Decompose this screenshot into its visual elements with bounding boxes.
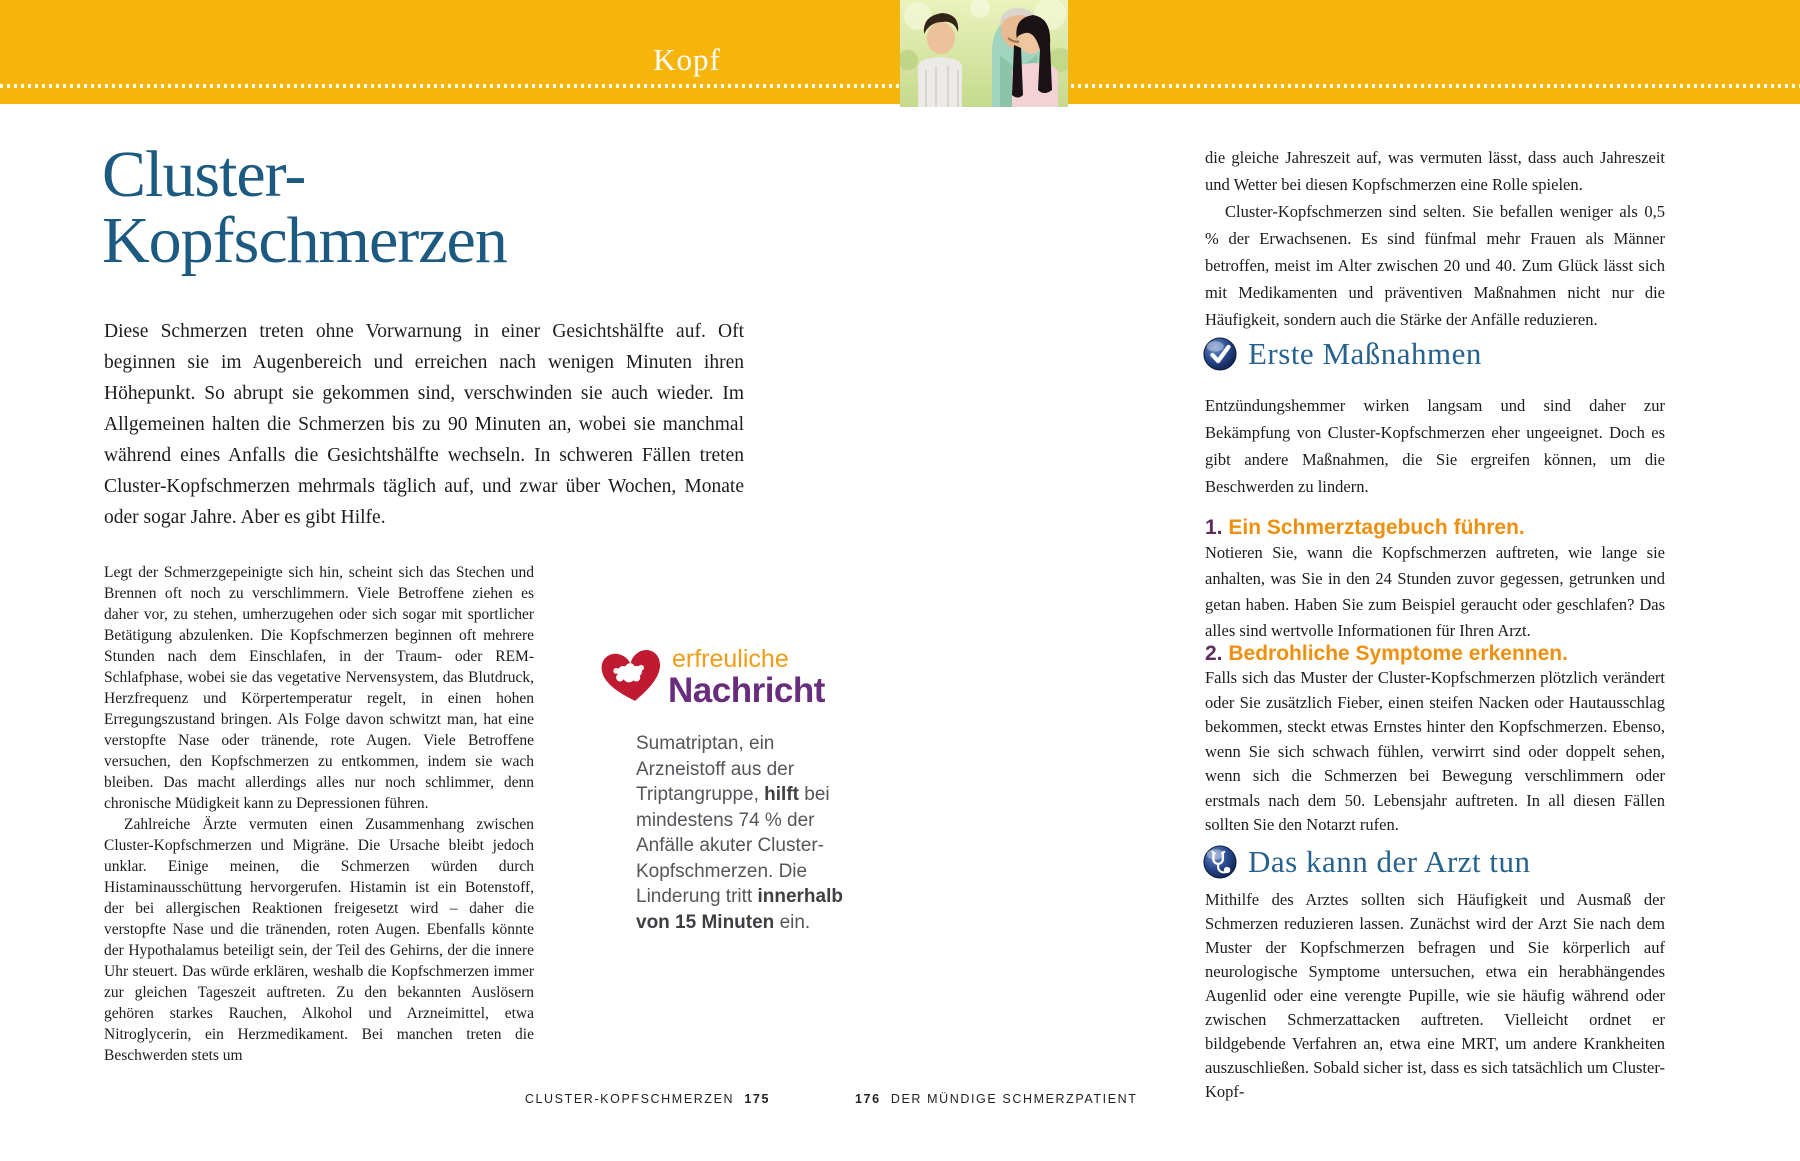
numbered-item-1 bbox=[1205, 516, 1665, 644]
body-paragraph: Zahlreiche Ärzte vermuten einen Zusammenhang zwischen Cluster-Kopfschmerzen und Migräne. Die Ursache bleibt jedoch unklar. Einige meinen, die Schmerzen würden durch Histaminausschüttung hervorgerufen. Histamin ist ein Botenstoff, der bei allergischen Reaktionen freigesetzt wird – daher die verstopfte Nase und die tränenden, roten Augen. Ebenfalls könnte der Hypothalamus beteiligt sein, der Teil des Gehirns, der die innere Uhr steuert. Das würde erklären, weshalb die Kopfschmerzen immer zur gleichen Tageszeit auftreten. Zu den bekannten Auslösern gehören starkes Rauchen, Alkohol und Arzneimittel, etwa Nitroglycerin, ein Herzmedikament. Bei manchen treten die Beschwerden stets um bbox=[104, 816, 534, 1064]
callout-kicker: erfreuliche bbox=[672, 645, 789, 673]
left-body-column bbox=[104, 562, 534, 1066]
checkmark-icon bbox=[1203, 337, 1237, 371]
footer-chapter-label: CLUSTER-KOPFSCHMERZEN bbox=[524, 1092, 735, 1106]
section-heading-arzt bbox=[1203, 844, 1531, 880]
continuation-paragraph: die gleiche Jahreszeit auf, was vermuten lässt, dass auch Jahreszeit und Wetter bei diesen Kopfschmerzen eine Rolle spielen. bbox=[1205, 148, 1665, 194]
callout-title: Nachricht bbox=[668, 671, 825, 710]
section-body: Mithilfe des Arztes sollten sich Häufigkeit und Ausmaß der Schmerzen reduzieren lassen. Zunächst wird der Arzt Sie nach dem Muster der Kopfschmerzen befragen und Sie körperlich auf neurologische Symptome untersuchen, etwa ein herabhängendes Augenlid oder eine verengte Pupille, wie sie häufig während oder zwischen Schmerzattacken auftreten. Vielleicht ordnet er bildgebende Verfahren an, etwa eine MRT, um andere Krankheiten auszuschließen. Sobald sicher ist, dass es sich tatsächlich um Cluster-Kopf- bbox=[1205, 890, 1665, 1101]
section-heading-erste-massnahmen bbox=[1203, 336, 1482, 372]
body-paragraph: Legt der Schmerzgepeinigte sich hin, scheint sich das Stechen und Brennen oft noch zu verschlimmern. Viele Betroffene ziehen es daher vor, zu stehen, umherzugehen oder sich sogar mit sportlicher Betätigung abzulenken. Die Kopfschmerzen beginnen oft mehrere Stunden nach dem Einschlafen, in der Traum- oder REM-Schlafphase, wobei sie das vegetative Nervensystem, das Blutdruck, Herzfrequenz und Körpertemperatur regelt, in einen hohen Erregungszustand bringen. Als Folge davon schwitzt man, hat eine verstopfte Nase oder tränende, rote Augen. Viele Betroffene versuchen, den Kopfschmerzen zu entkommen, indem sie wach bleiben. Das macht allerdings alles nur noch schlimmer, denn chronische Müdigkeit kann zu Depressionen führen. bbox=[104, 564, 534, 812]
item-body: Notieren Sie, wann die Kopfschmerzen auftreten, wie lange sie anhalten, was Sie in den 24 Stunden zuvor gegessen, getrunken und getan haben. Haben Sie zum Beispiel geraucht oder geschlafen? Das alles sind wertvolle Informationen für Ihren Arzt. bbox=[1205, 543, 1665, 640]
article-title bbox=[102, 138, 507, 277]
item-number: 2. bbox=[1205, 642, 1223, 665]
section-heading-label: Das kann der Arzt tun bbox=[1248, 844, 1531, 879]
section-heading-label: Erste Maßnahmen bbox=[1248, 336, 1482, 371]
footer-page-number: 176 bbox=[855, 1092, 881, 1106]
left-page-footer bbox=[104, 1092, 770, 1106]
right-page-footer bbox=[855, 1092, 1138, 1106]
chapter-label: Kopf bbox=[653, 42, 721, 77]
footer-page-number: 175 bbox=[744, 1092, 770, 1106]
item-heading bbox=[1205, 516, 1665, 540]
numbered-item-2 bbox=[1205, 642, 1665, 838]
photo-boy bbox=[918, 57, 962, 107]
footer-book-label: DER MÜNDIGE SCHMERZPATIENT bbox=[890, 1092, 1138, 1106]
article-title-line1: Cluster- bbox=[102, 138, 306, 211]
item-heading bbox=[1205, 642, 1665, 666]
family-photo bbox=[900, 0, 1068, 107]
article-title-line2: Kopfschmerzen bbox=[102, 204, 507, 277]
intro-paragraph: Diese Schmerzen treten ohne Vorwarnung in einer Gesichtshälfte auf. Oft beginnen sie im Augenbereich und erreichen nach wenigen Minuten ihren Höhepunkt. So abrupt sie gekommen sind, verschwinden sie auch wieder. Im Allgemeinen halten die Schmerzen bis zu 90 Minuten an, wobei sie manchmal während eines Anfalls die Gesichtshälfte wechseln. In schweren Fällen treten Cluster-Kopfschmerzen mehrmals täglich auf, und zwar über Wochen, Monate oder sogar Jahre. Aber es gibt Hilfe. bbox=[104, 321, 744, 528]
item-body: Falls sich das Muster der Cluster-Kopfschmerzen plötzlich verändert oder Sie zusätzlich Fieber, einen steifen Nacken oder Hautausschlag bekommen, steckt etwas Ernstes hinter den Kopfschmerzen. Ebenso, wenn Sie sich schwach fühlen, verwirrt sind oder doppelt sehen, wenn sich die Schmerzen bei Bewegung verschlimmern oder erstmals nach dem 50. Lebensjahr auftreten. In all diesen Fällen sollten Sie den Notarzt rufen. bbox=[1205, 668, 1665, 834]
heart-icon bbox=[598, 647, 666, 705]
body-paragraph: Cluster-Kopfschmerzen sind selten. Sie befallen weniger als 0,5 % der Erwachsenen. Es sind fünfmal mehr Frauen als Männer betroffen, meist im Alter zwischen 20 und 40. Zum Glück lässt sich mit Medikamenten und präventiven Maßnahmen nicht nur die Häufigkeit, sondern auch die Stärke der Anfälle reduzieren. bbox=[1205, 202, 1665, 329]
callout-body: Sumatriptan, ein Arzneistoff aus der Triptangruppe, hilft bei mindestens 74 % der Anfälle akuter Cluster-Kopfschmerzen. Die Linderung tritt innerhalb von 15 Minuten ein. bbox=[636, 733, 843, 933]
stethoscope-icon bbox=[1203, 845, 1237, 879]
item-title: Ein Schmerztagebuch führen. bbox=[1228, 516, 1525, 539]
item-title: Bedrohliche Symptome erkennen. bbox=[1228, 642, 1568, 665]
continuation-block bbox=[1205, 144, 1665, 333]
section-intro: Entzündungshemmer wirken langsam und sind daher zur Bekämpfung von Cluster-Kopfschmerzen eher ungeeignet. Doch es gibt andere Maßnahmen, die Sie ergreifen können, um die Beschwerden zu lindern. bbox=[1205, 396, 1665, 496]
item-number: 1. bbox=[1205, 516, 1223, 539]
